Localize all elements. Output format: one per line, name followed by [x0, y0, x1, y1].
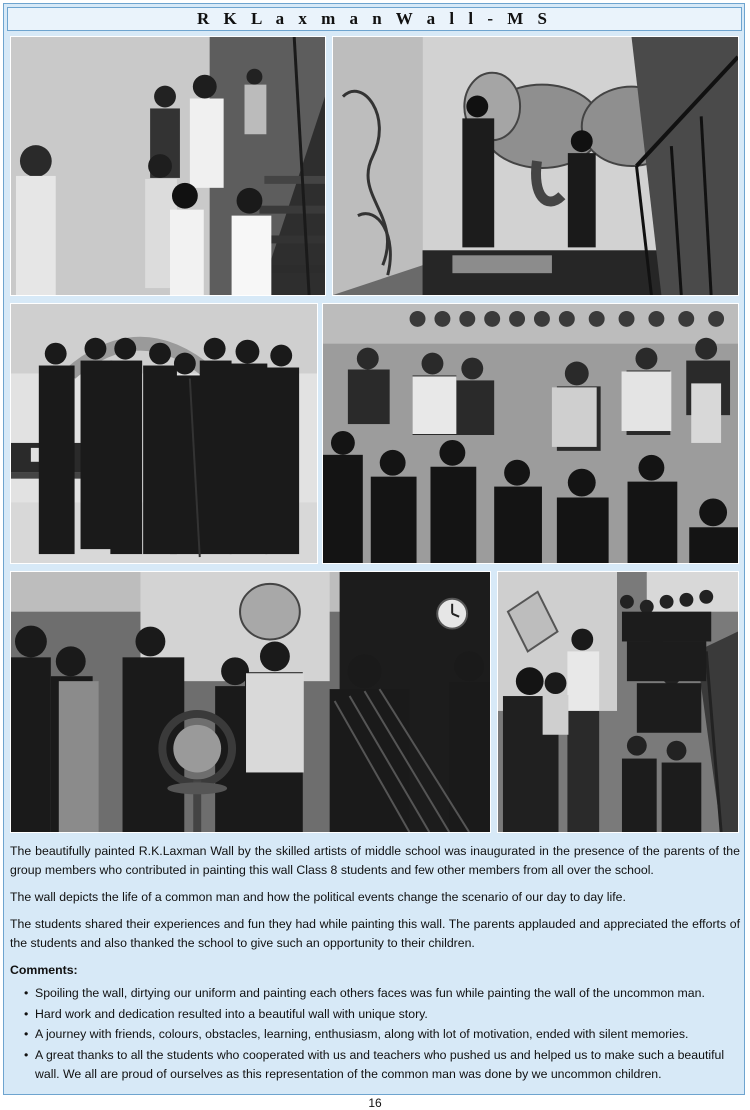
- article-paragraph-1: The beautifully painted R.K.Laxman Wall by the skilled artists of middle school was inaugurated in the presence of the parents of the group members who contributed in painting this wall Class 8 students and few other members from all over the school.: [10, 844, 740, 877]
- photo-lamp-lighting: [10, 571, 491, 833]
- comment-text: Spoiling the wall, dirtying our uniform and painting each others faces was fun while painting the wall of the uncommon man.: [35, 986, 705, 1000]
- comment-list: [10, 984, 740, 1085]
- photo-students-singing: [10, 303, 318, 564]
- bullet-icon: •: [24, 986, 29, 1000]
- comment-item: [24, 1005, 740, 1025]
- article-paragraph-2: The wall depicts the life of a common man and how the political events change the scenario of our day to day life.: [10, 890, 626, 904]
- bullet-icon: •: [24, 1027, 29, 1041]
- comment-item: [24, 984, 740, 1004]
- bullet-icon: •: [24, 1047, 29, 1062]
- photo-audience: [322, 303, 739, 564]
- page-title: R K L a x m a n W a l l - M S: [7, 7, 742, 31]
- bullet-icon: •: [24, 1006, 29, 1021]
- page-number: 16: [368, 1096, 382, 1110]
- photo-group-staircase: [497, 571, 739, 833]
- article-body: [10, 842, 740, 1086]
- article-paragraph-3: The students shared their experiences and fun they had while painting this wall. The parents applauded and appreciated the efforts of the students and also thanked the school to give such an opportunity to their children.: [10, 917, 740, 950]
- photo-elephant-mural: [332, 36, 739, 296]
- photo-students-painting-wall: [10, 36, 326, 296]
- comment-item: [24, 1025, 740, 1045]
- comments-heading: Comments:: [10, 963, 78, 977]
- comment-item: [24, 1046, 740, 1085]
- comment-text: A great thanks to all the students who cooperated with us and teachers who pushed us and helped us to make such a beautiful wall. We all are proud of ourselves as this representation of the common man was done by we uncommon children.: [35, 1047, 725, 1081]
- comment-text: Hard work and dedication resulted into a beautiful wall with unique story.: [35, 1006, 428, 1021]
- comment-text: A journey with friends, colours, obstacles, learning, enthusiasm, along with lot of motivation, ended with silent memories.: [35, 1027, 689, 1041]
